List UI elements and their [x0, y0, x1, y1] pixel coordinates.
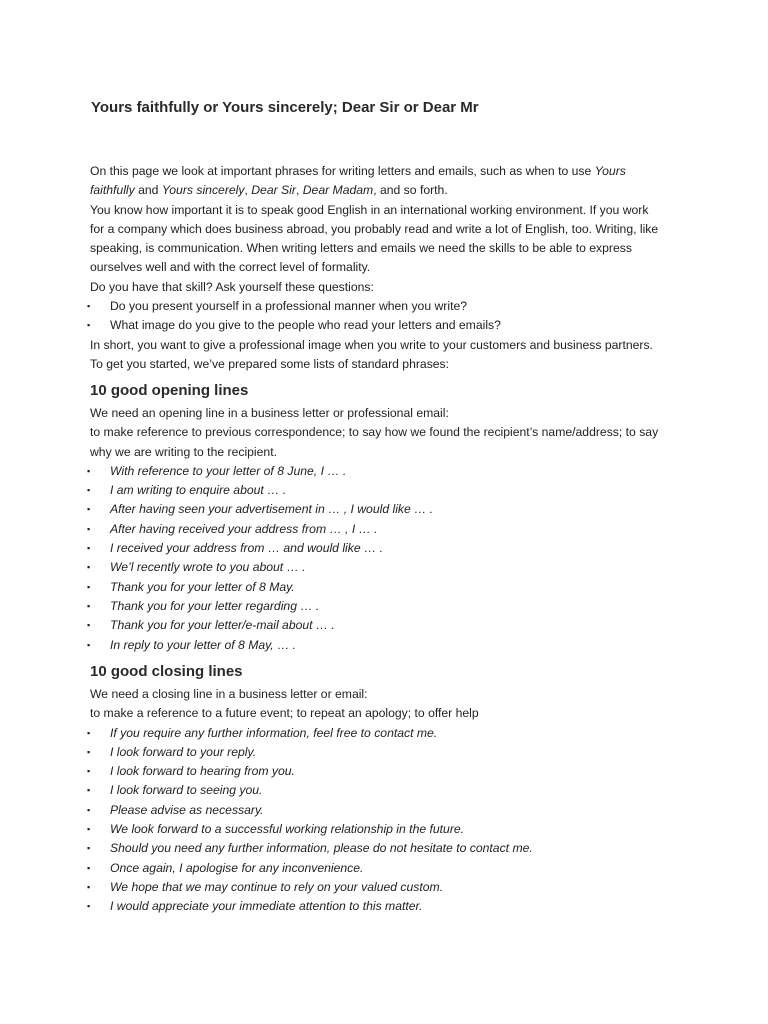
list-item-text: I received your address from … and would like … . [110, 541, 383, 556]
bullet-icon: ▪ [87, 485, 91, 496]
intro-paragraph-line [90, 181, 690, 200]
list-item-text: Thank you for your letter regarding … . [110, 598, 320, 613]
list-item-text: Thank you for your letter of 8 May. [110, 579, 295, 594]
list-item [87, 839, 690, 858]
closing-lines-section [87, 663, 690, 917]
list-item-text: If you require any further information, feel free to contact me. [110, 725, 438, 740]
intro-paragraph-line: for a company which does business abroad, you probably read and write a lot of English, too. Writing, like [90, 221, 659, 236]
opening-lines-section [87, 382, 690, 655]
bullet-icon: ▪ [87, 727, 91, 738]
list-item [87, 597, 690, 616]
bullet-icon: ▪ [87, 804, 91, 815]
list-item-text: Once again, I apologise for any inconvenience. [110, 860, 364, 875]
list-item [87, 578, 690, 597]
list-item [87, 520, 690, 539]
list-item-text: I look forward to seeing you. [110, 783, 263, 798]
bullet-icon: ▪ [87, 901, 91, 912]
intro-emphasis: Yours [594, 164, 626, 178]
intro-section [87, 162, 690, 374]
bullet-icon: ▪ [87, 504, 91, 515]
intro-paragraph-line: Do you have that skill? Ask yourself these questions: [90, 279, 374, 294]
bullet-icon: ▪ [87, 766, 91, 777]
list-item [87, 636, 690, 655]
intro-text: , and so forth. [373, 183, 448, 198]
section-heading: 10 good opening lines [90, 382, 249, 399]
list-item-text: We look forward to a successful working relationship in the future. [110, 822, 465, 837]
list-item-text: I look forward to your reply. [110, 744, 257, 759]
bullet-icon: ▪ [87, 620, 91, 631]
opening-lines-list [87, 462, 690, 655]
bullet-icon: ▪ [87, 600, 91, 611]
list-item-text: I am writing to enquire about … . [110, 483, 287, 498]
list-item-text: Do you present yourself in a professional manner when you write? [110, 299, 468, 314]
section-heading: 10 good closing lines [90, 663, 243, 680]
bullet-icon: ▪ [87, 523, 91, 534]
bullet-icon: ▪ [87, 785, 91, 796]
questions-list [87, 297, 690, 336]
list-item [87, 558, 690, 577]
bullet-icon: ▪ [87, 824, 91, 835]
list-item [87, 297, 690, 316]
closing-lines-list [87, 724, 690, 917]
list-item [87, 616, 690, 635]
intro-emphasis: faithfully [90, 183, 135, 198]
list-item [87, 724, 690, 743]
intro-text: On this page we look at important phrases for writing letters and emails, such as when to use [90, 164, 595, 178]
intro-paragraph-line: speaking, is communication. When writing letters and emails we need the skills to be able to express [90, 241, 632, 256]
bullet-icon: ▪ [87, 639, 91, 650]
list-item [87, 859, 690, 878]
list-item [87, 878, 690, 897]
list-item-text: Should you need any further information, please do not hesitate to contact me. [110, 841, 533, 856]
bullet-icon: ▪ [87, 862, 91, 873]
list-item-text: We hope that we may continue to rely on your valued custom. [110, 879, 444, 894]
list-item [87, 820, 690, 839]
intro-emphasis: Yours sincerely [161, 183, 245, 198]
bullet-icon: ▪ [87, 562, 91, 573]
bullet-icon: ▪ [87, 881, 91, 892]
intro-text: , [295, 183, 303, 198]
list-item-text: In reply to your letter of 8 May, … . [110, 637, 297, 652]
intro-paragraph-line: ourselves well and with the correct level of formality. [90, 260, 371, 275]
list-item [87, 781, 690, 800]
intro-paragraph-line [90, 162, 690, 181]
list-item-text: I would appreciate your immediate attention to this matter. [110, 899, 423, 914]
bullet-icon: ▪ [87, 301, 91, 312]
list-item-text: What image do you give to the people who read your letters and emails? [110, 318, 501, 333]
intro-emphasis: Dear Sir [251, 183, 296, 198]
list-item [87, 762, 690, 781]
list-item [87, 316, 690, 335]
bullet-icon: ▪ [87, 465, 91, 476]
section-lead: We need a closing line in a business letter or email: [90, 687, 368, 701]
list-item [87, 539, 690, 558]
list-item-text: After having received your address from … , I … . [110, 521, 378, 536]
intro-paragraph-line: To get you started, we’ve prepared some lists of standard phrases: [90, 356, 450, 371]
list-item [87, 801, 690, 820]
list-item-text: We’l recently wrote to you about … . [110, 560, 306, 575]
page-title: Yours faithfully or Yours sincerely; Dear Sir or Dear Mr [91, 99, 479, 116]
intro-paragraph-line: In short, you want to give a professional image when you write to your customers and business partners. [90, 337, 653, 352]
intro-paragraph-line: You know how important it is to speak good English in an international working environment. If you work [90, 202, 649, 217]
bullet-icon: ▪ [87, 543, 91, 554]
list-item-text: With reference to your letter of 8 June, I … . [110, 463, 347, 478]
intro-emphasis: Dear Madam [302, 183, 374, 198]
section-purpose: to make reference to previous correspondence; to say how we found the recipient’s name/address; to say [90, 425, 659, 440]
bullet-icon: ▪ [87, 320, 91, 331]
bullet-icon: ▪ [87, 843, 91, 854]
list-item [87, 500, 690, 519]
section-purpose: to make a reference to a future event; to repeat an apology; to offer help [90, 706, 479, 721]
list-item-text: I look forward to hearing from you. [110, 764, 295, 779]
list-item [87, 743, 690, 762]
list-item-text: After having seen your advertisement in … , I would like … . [110, 502, 434, 517]
intro-text: , [244, 183, 252, 198]
section-lead: We need an opening line in a business letter or professional email: [90, 406, 449, 420]
list-item [87, 462, 690, 481]
intro-text: and [134, 183, 162, 198]
list-item [87, 897, 690, 916]
section-purpose: why we are writing to the recipient. [90, 444, 277, 459]
list-item-text: Thank you for your letter/e-mail about … . [110, 618, 335, 633]
bullet-icon: ▪ [87, 581, 91, 592]
list-item-text: Please advise as necessary. [110, 802, 264, 817]
bullet-icon: ▪ [87, 746, 91, 757]
list-item [87, 481, 690, 500]
